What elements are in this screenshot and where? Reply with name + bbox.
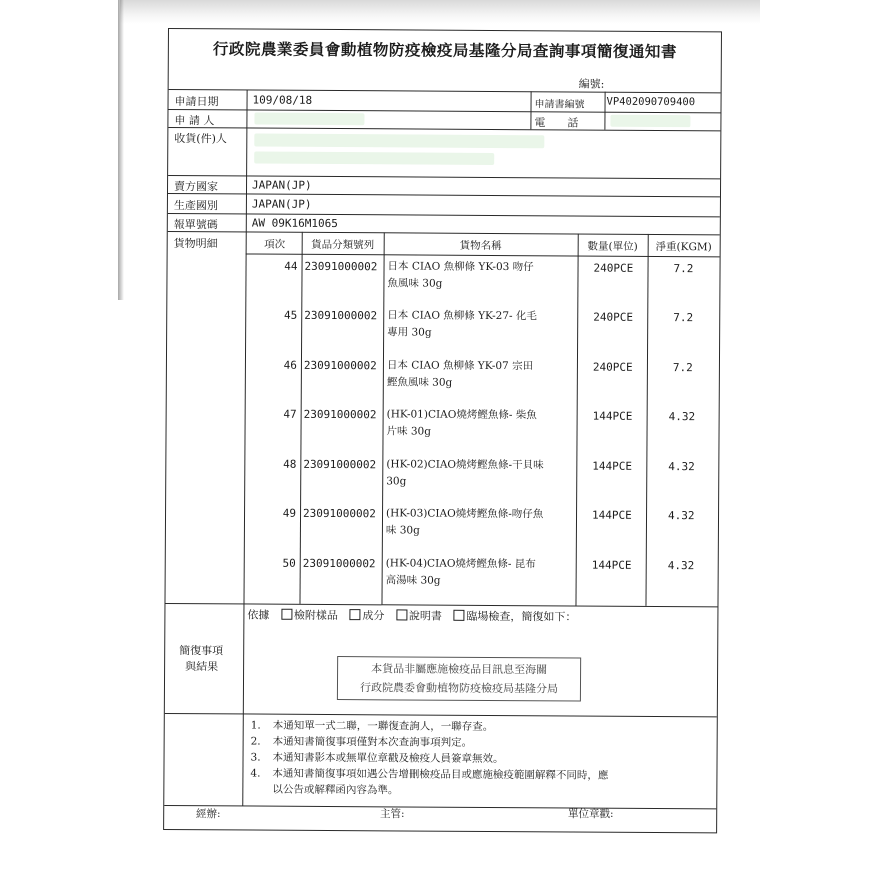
seller-country-value: JAPAN(JP) [252, 178, 312, 192]
rule [575, 234, 578, 606]
row-name-line1: (HK-04)CIAO燒烤鰹魚條- 昆布 [385, 557, 536, 571]
apply-date-label: 申請日期 [174, 95, 219, 109]
row-item: 50 [282, 556, 296, 570]
row-quantity: 240PCE [593, 261, 634, 275]
document-number-label: 編號: [578, 77, 605, 91]
note-item: 3. 本通知書影本或無單位章戳及檢疫人員簽章無效。 [250, 751, 504, 766]
application-number-label: 申請書編號 [534, 99, 585, 111]
reply-label-line2: 與結果 [185, 660, 219, 674]
rule [168, 175, 720, 179]
ingredient-checkbox[interactable] [349, 609, 360, 620]
declaration-number-label: 報單號碼 [173, 218, 218, 232]
row-weight: 7.2 [673, 262, 694, 276]
row-name-line2: 30g [386, 475, 407, 488]
row-name-line2: 專用 30g [387, 326, 432, 339]
row-name-line2: 味 30g [385, 524, 420, 537]
row-item: 44 [284, 259, 298, 273]
rule [168, 213, 720, 217]
official-stamp [337, 656, 581, 701]
column-header-name: 貨物名稱 [459, 239, 502, 253]
rule [299, 232, 302, 604]
row-weight: 4.32 [668, 410, 696, 424]
stamp-line2: 行政院農委會動植物防疫檢疫局基隆分局 [359, 681, 559, 696]
row-weight: 4.32 [667, 559, 695, 573]
notice-form [163, 28, 722, 833]
rule [645, 234, 648, 606]
row-quantity: 144PCE [591, 508, 632, 522]
note-item: 2. 本通知書簡復事項僅對本次查詢事項判定。 [250, 735, 473, 749]
phone-label: 電 話 [534, 116, 579, 130]
seal-label: 單位章戳: [568, 808, 614, 820]
sample-checkbox[interactable] [281, 609, 292, 620]
seller-country-label: 賣方國家 [173, 180, 219, 194]
row-code: 23091000002 [303, 358, 377, 373]
basis-label: 依據 [247, 608, 270, 622]
row-item: 46 [283, 358, 297, 372]
column-header-item: 項次 [264, 238, 286, 251]
redacted-address [254, 152, 494, 165]
reply-label-line1: 簡復事項 [179, 644, 224, 658]
row-quantity: 240PCE [593, 310, 634, 324]
row-name-line1: 日本 CIAO 魚柳條 YK-03 吻仔 [387, 260, 534, 274]
row-code: 23091000002 [304, 308, 378, 323]
note-item: 1. 本通知單一式二聯，一聯復查詢人，一聯存查。 [250, 719, 494, 733]
rule [164, 805, 716, 809]
row-code: 23091000002 [302, 506, 376, 521]
column-header-quantity: 數量(單位) [587, 240, 638, 253]
onsite-inspection-checkbox[interactable] [453, 610, 464, 621]
rule [242, 89, 247, 805]
redacted-applicant [254, 113, 364, 126]
supervisor-label: 主管: [380, 808, 405, 820]
row-code: 23091000002 [304, 259, 378, 274]
rule [165, 713, 717, 717]
row-code: 23091000002 [303, 457, 377, 472]
row-weight: 4.32 [668, 460, 695, 474]
consignee-label: 收貨(件)人 [174, 132, 227, 146]
column-header-weight: 淨重(KGM) [655, 240, 712, 254]
origin-country-label: 生產國別 [173, 199, 218, 213]
goods-detail-label: 貨物明細 [173, 237, 218, 251]
manual-option-label: 說明書 [408, 609, 442, 623]
applicant-label: 申 請 人 [174, 114, 215, 128]
handler-label: 經辦: [196, 808, 221, 820]
redacted-phone [610, 115, 690, 127]
row-quantity: 144PCE [592, 459, 633, 473]
rule [604, 92, 605, 130]
row-quantity: 240PCE [592, 360, 633, 374]
row-item: 45 [283, 308, 298, 322]
origin-country-value: JAPAN(JP) [251, 197, 312, 211]
rule [168, 109, 720, 113]
reply-section-label [179, 643, 223, 675]
row-name-line1: (HK-03)CIAO燒烤鰹魚條-吻仔魚 [386, 507, 544, 521]
row-name-line1: 日本 CIAO 魚柳條 YK-07 宗田 [386, 359, 534, 373]
sample-option-label: 檢附樣品 [293, 608, 338, 623]
rule [169, 89, 721, 93]
rule [168, 231, 720, 235]
application-number-value: VP402090709400 [606, 95, 696, 109]
row-item: 49 [282, 506, 297, 520]
row-item: 47 [283, 407, 297, 421]
note-item: 以公告或解釋函內容為準。 [272, 783, 399, 797]
row-name-line2: 片味 30g [386, 425, 431, 438]
row-name-line1: (HK-01)CIAO燒烤鰹魚條- 柴魚 [386, 408, 537, 422]
column-header-code: 貨品分類號列 [311, 238, 375, 252]
row-name-line2: 魚風味 30g [387, 277, 443, 290]
scan-shadow-top [120, 0, 760, 24]
note-item: 4. 本通知書簡復事項如遇公告增刪檢疫品目或應施檢疫範圍解釋不同時，應 [250, 767, 609, 782]
rule [168, 127, 720, 131]
stamp-line1: 本貨品非屬應施檢疫品目訊息至海關 [371, 662, 548, 677]
rule [168, 193, 720, 197]
basis-suffix: ，簡復如下： [510, 610, 577, 624]
ingredient-option-label: 成分 [362, 609, 385, 623]
row-name-line2: 高湯味 30g [385, 574, 441, 587]
row-quantity: 144PCE [591, 558, 632, 572]
apply-date-value: 109/08/18 [252, 93, 313, 107]
row-item: 48 [283, 457, 297, 471]
scan-shadow-left [118, 0, 124, 300]
row-weight: 7.2 [673, 311, 694, 325]
row-name-line1: (HK-02)CIAO燒烤鰹魚條-干貝味 [386, 458, 544, 472]
row-name-line2: 鰹魚風味 30g [386, 376, 453, 389]
form-title: 行政院農業委員會動植物防疫檢疫局基隆分局查詢事項簡復通知書 [212, 39, 677, 62]
row-weight: 4.32 [667, 509, 695, 523]
row-code: 23091000002 [303, 407, 377, 422]
onsite-inspection-option-label: 臨場檢查 [466, 609, 511, 624]
row-code: 23091000002 [302, 556, 376, 571]
rule [530, 91, 531, 129]
declaration-number-value: AW 09K16M1065 [251, 216, 338, 231]
row-name-line1: 日本 CIAO 魚柳條 YK-27- 化毛 [387, 309, 537, 323]
row-weight: 7.2 [672, 361, 693, 375]
manual-checkbox[interactable] [396, 609, 407, 620]
basis-line [247, 606, 576, 624]
row-quantity: 144PCE [592, 409, 633, 423]
redacted-consignee [254, 134, 544, 149]
rule [381, 232, 384, 604]
